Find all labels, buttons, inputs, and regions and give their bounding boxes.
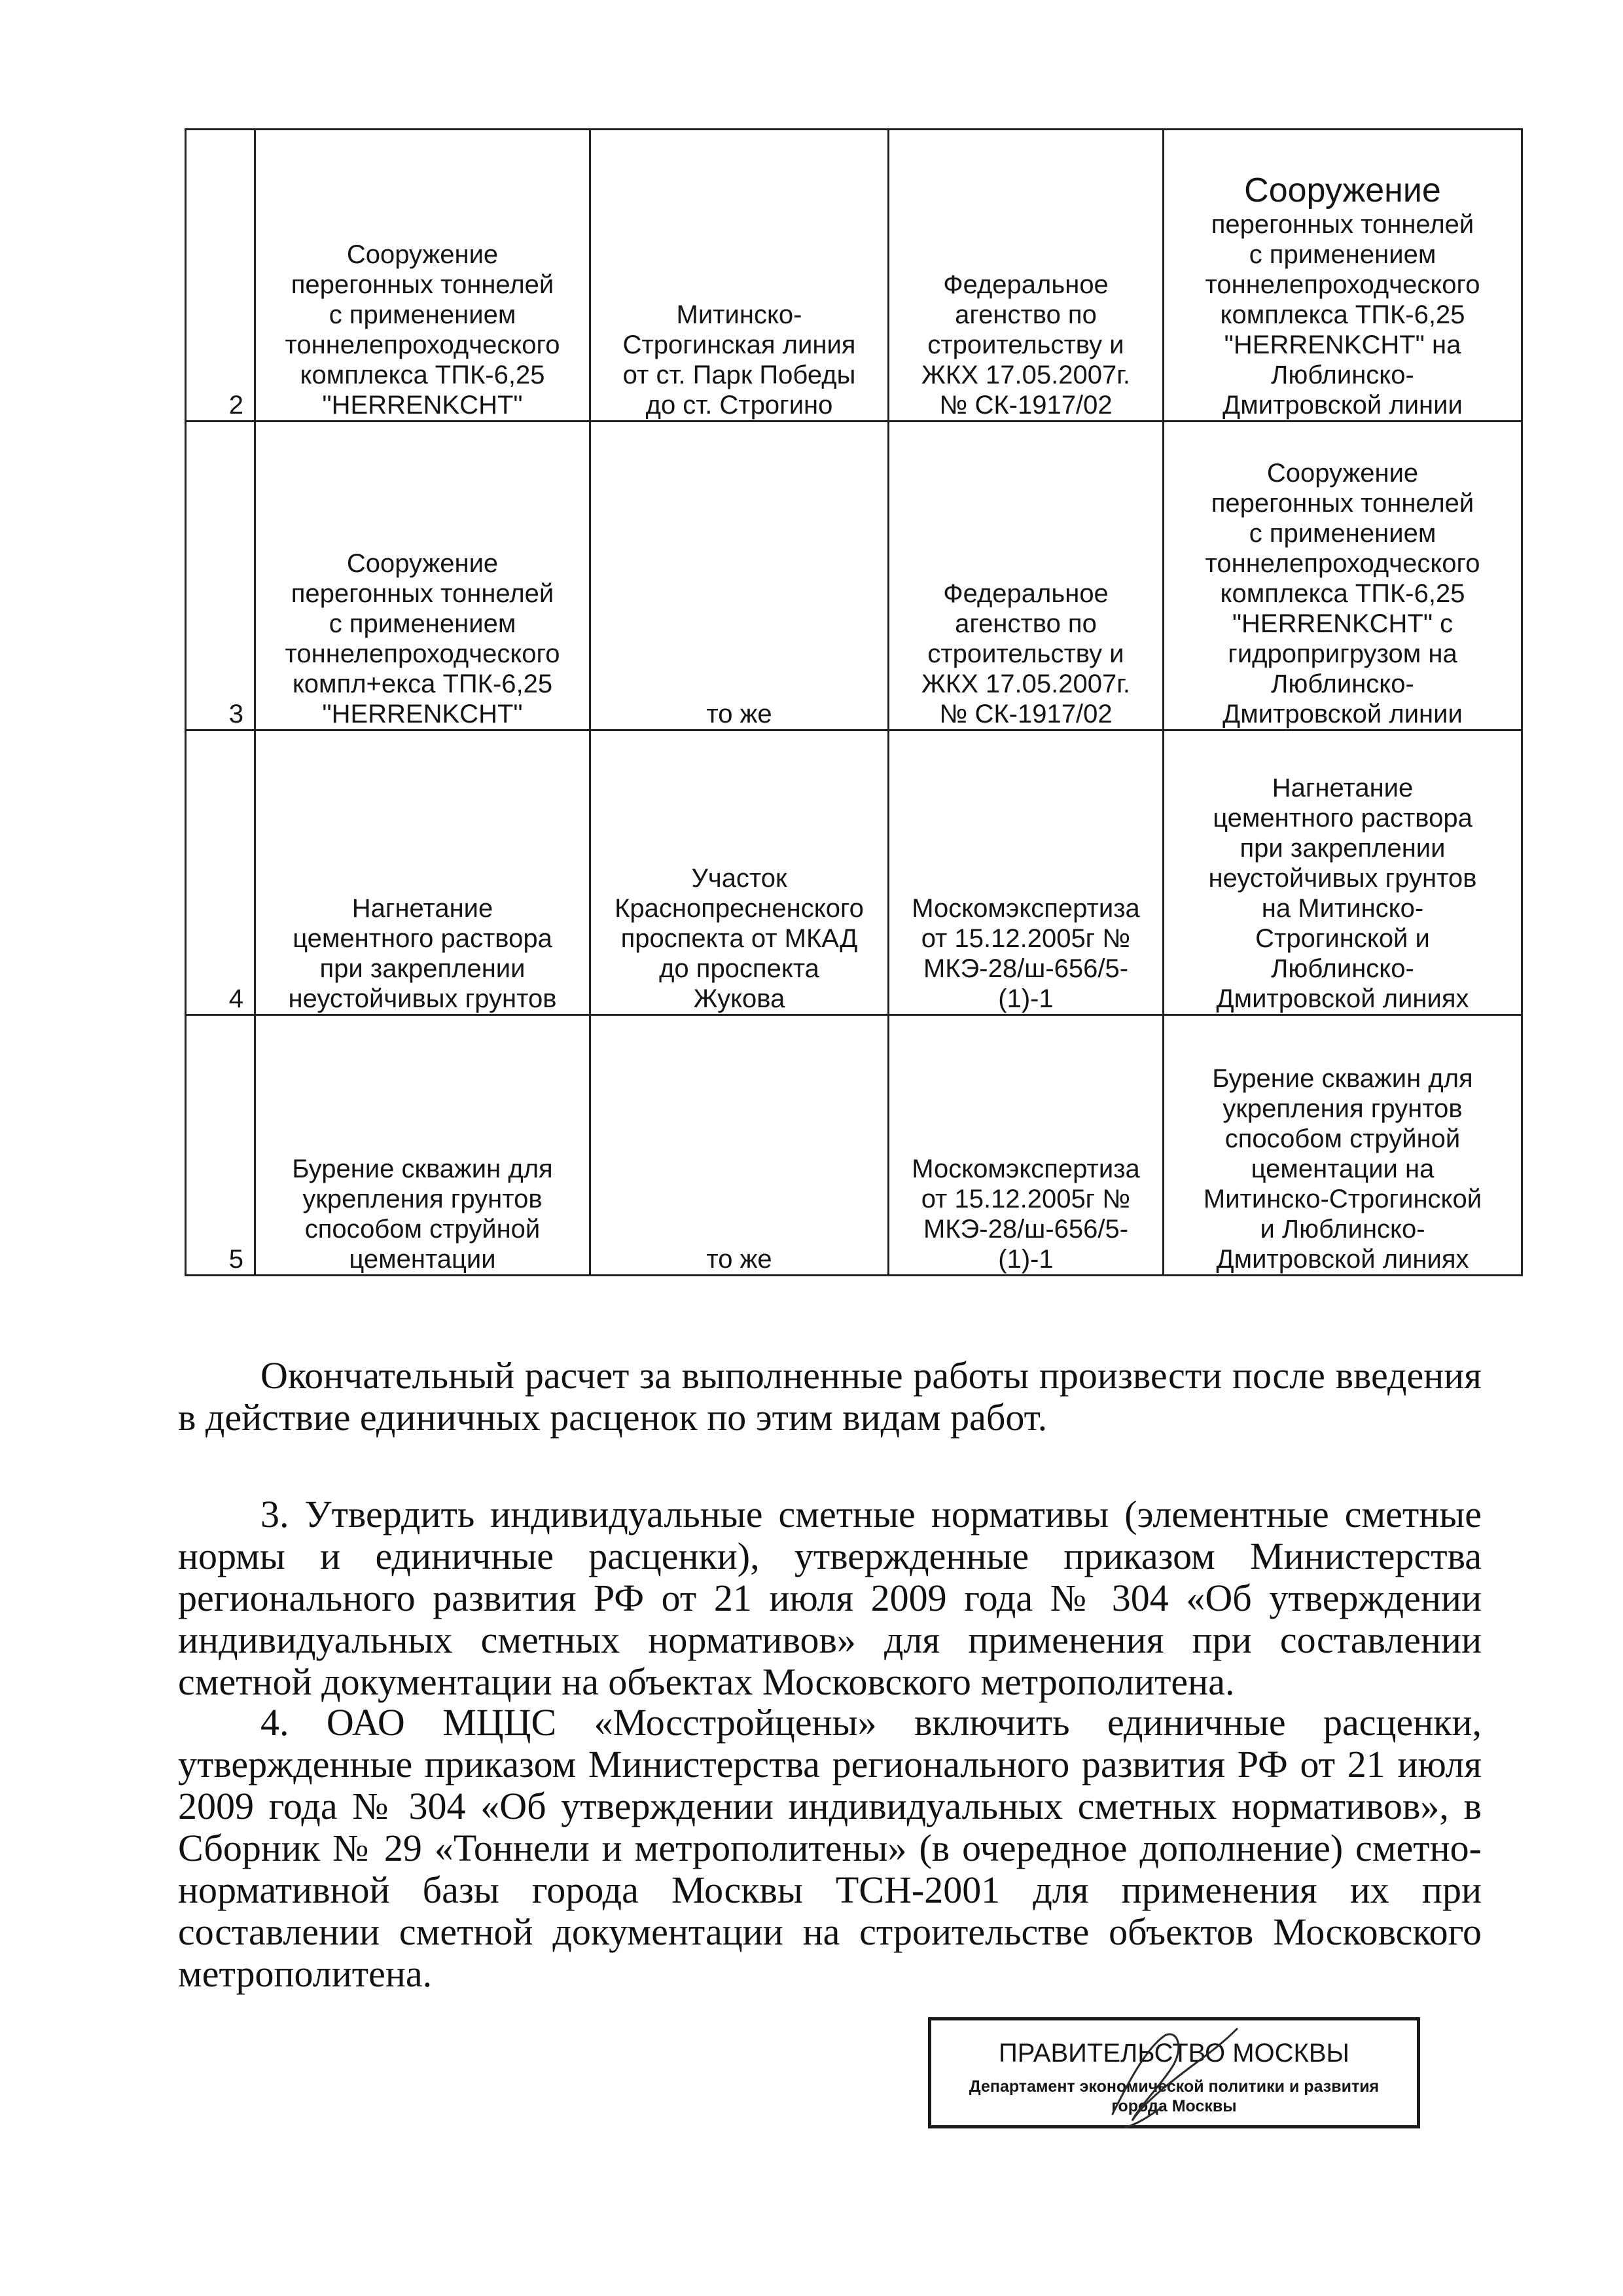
row-number: 5	[186, 1015, 255, 1276]
table-row	[186, 422, 1522, 730]
works-table	[185, 128, 1523, 1276]
object-cell: Митинско- Строгинская линия от ст. Парк Победы до ст. Строгино	[590, 130, 889, 422]
result-cell: Сооружение перегонных тоннелей с применением тоннелепроходческого комплекса ТПК-6,25 "HERRENKCHT" на Люблинско- Дмитровской линии	[1164, 130, 1522, 422]
work-type-cell: Сооружение перегонных тоннелей с применением тоннелепроходческого комплекса ТПК-6,25 "HERRENKCHT"	[255, 130, 590, 422]
signature-scribble	[1086, 2009, 1257, 2140]
stamp-title: ПРАВИТЕЛЬСТВО МОСКВЫ	[999, 2039, 1349, 2068]
object-cell: то же	[590, 422, 889, 730]
object-cell: то же	[590, 1015, 889, 1276]
result-cell: Сооружение перегонных тоннелей с применением тоннелепроходческого комплекса ТПК-6,25 "HERRENKCHT" с гидропригрузом на Люблинско- Дмитровской линии	[1164, 422, 1522, 730]
approval-cell: Федеральное агенство по строительству и ЖКХ 17.05.2007г. № СК-1917/02	[889, 422, 1164, 730]
row-number: 4	[186, 730, 255, 1015]
approval-cell: Москомэкспертиза от 15.12.2005г № МКЭ-28/ш-656/5- (1)-1	[889, 730, 1164, 1015]
result-cell: Бурение скважин для укрепления грунтов способом струйной цементации на Митинско-Строгинской и Люблинско- Дмитровской линиях	[1164, 1015, 1522, 1276]
row-number: 2	[186, 130, 255, 422]
item-3-paragraph: 3. Утвердить индивидуальные сметные нормативы (элементные сметные нормы и единичные расценки), утвержденные приказом Министерства регионального развития РФ от 21 июля 2009 года № 304 «Об утверждении индивидуальных сметных нормативов» для применения при составлении сметной документации на объектах Московского метрополитена.	[178, 1493, 1482, 1703]
result-cell: Нагнетание цементного раствора при закреплении неустойчивых грунтов на Митинско- Строгинской и Люблинско- Дмитровской линиях	[1164, 730, 1522, 1015]
stamp-subtitle: Департамент экономической политики и развития города Москвы	[969, 2077, 1380, 2115]
object-cell: Участок Краснопресненского проспекта от МКАД до проспекта Жукова	[590, 730, 889, 1015]
result-heading: Сооружение	[1244, 171, 1441, 209]
work-type-cell: Бурение скважин для укрепления грунтов способом струйной цементации	[255, 1015, 590, 1276]
work-type-cell: Сооружение перегонных тоннелей с применением тоннелепроходческого компл+екса ТПК-6,25 "HERRENKCHT"	[255, 422, 590, 730]
approval-cell: Москомэкспертиза от 15.12.2005г № МКЭ-28/ш-656/5- (1)-1	[889, 1015, 1164, 1276]
work-type-cell: Нагнетание цементного раствора при закреплении неустойчивых грунтов	[255, 730, 590, 1015]
final-calculation-paragraph: Окончательный расчет за выполненные работы произвести после введения в действие единичных расценок по этим видам работ.	[178, 1354, 1482, 1439]
table-row	[186, 1015, 1522, 1276]
table-row	[186, 130, 1522, 422]
approval-cell: Федеральное агенство по строительству и ЖКХ 17.05.2007г. № СК-1917/02	[889, 130, 1164, 422]
row-number: 3	[186, 422, 255, 730]
table-row	[186, 730, 1522, 1015]
item-4-paragraph: 4. ОАО МЦЦС «Мосстройцены» включить единичные расценки, утвержденные приказом Министерства регионального развития РФ от 21 июля 2009 года № 304 «Об утверждении индивидуальных сметных нормативов», в Сборник № 29 «Тоннели и метрополитены» (в очередное дополнение) сметно-нормативной базы города Москвы ТСН-2001 для применения их при составлении сметной документации на строительстве объектов Московского метрополитена.	[178, 1701, 1482, 1995]
